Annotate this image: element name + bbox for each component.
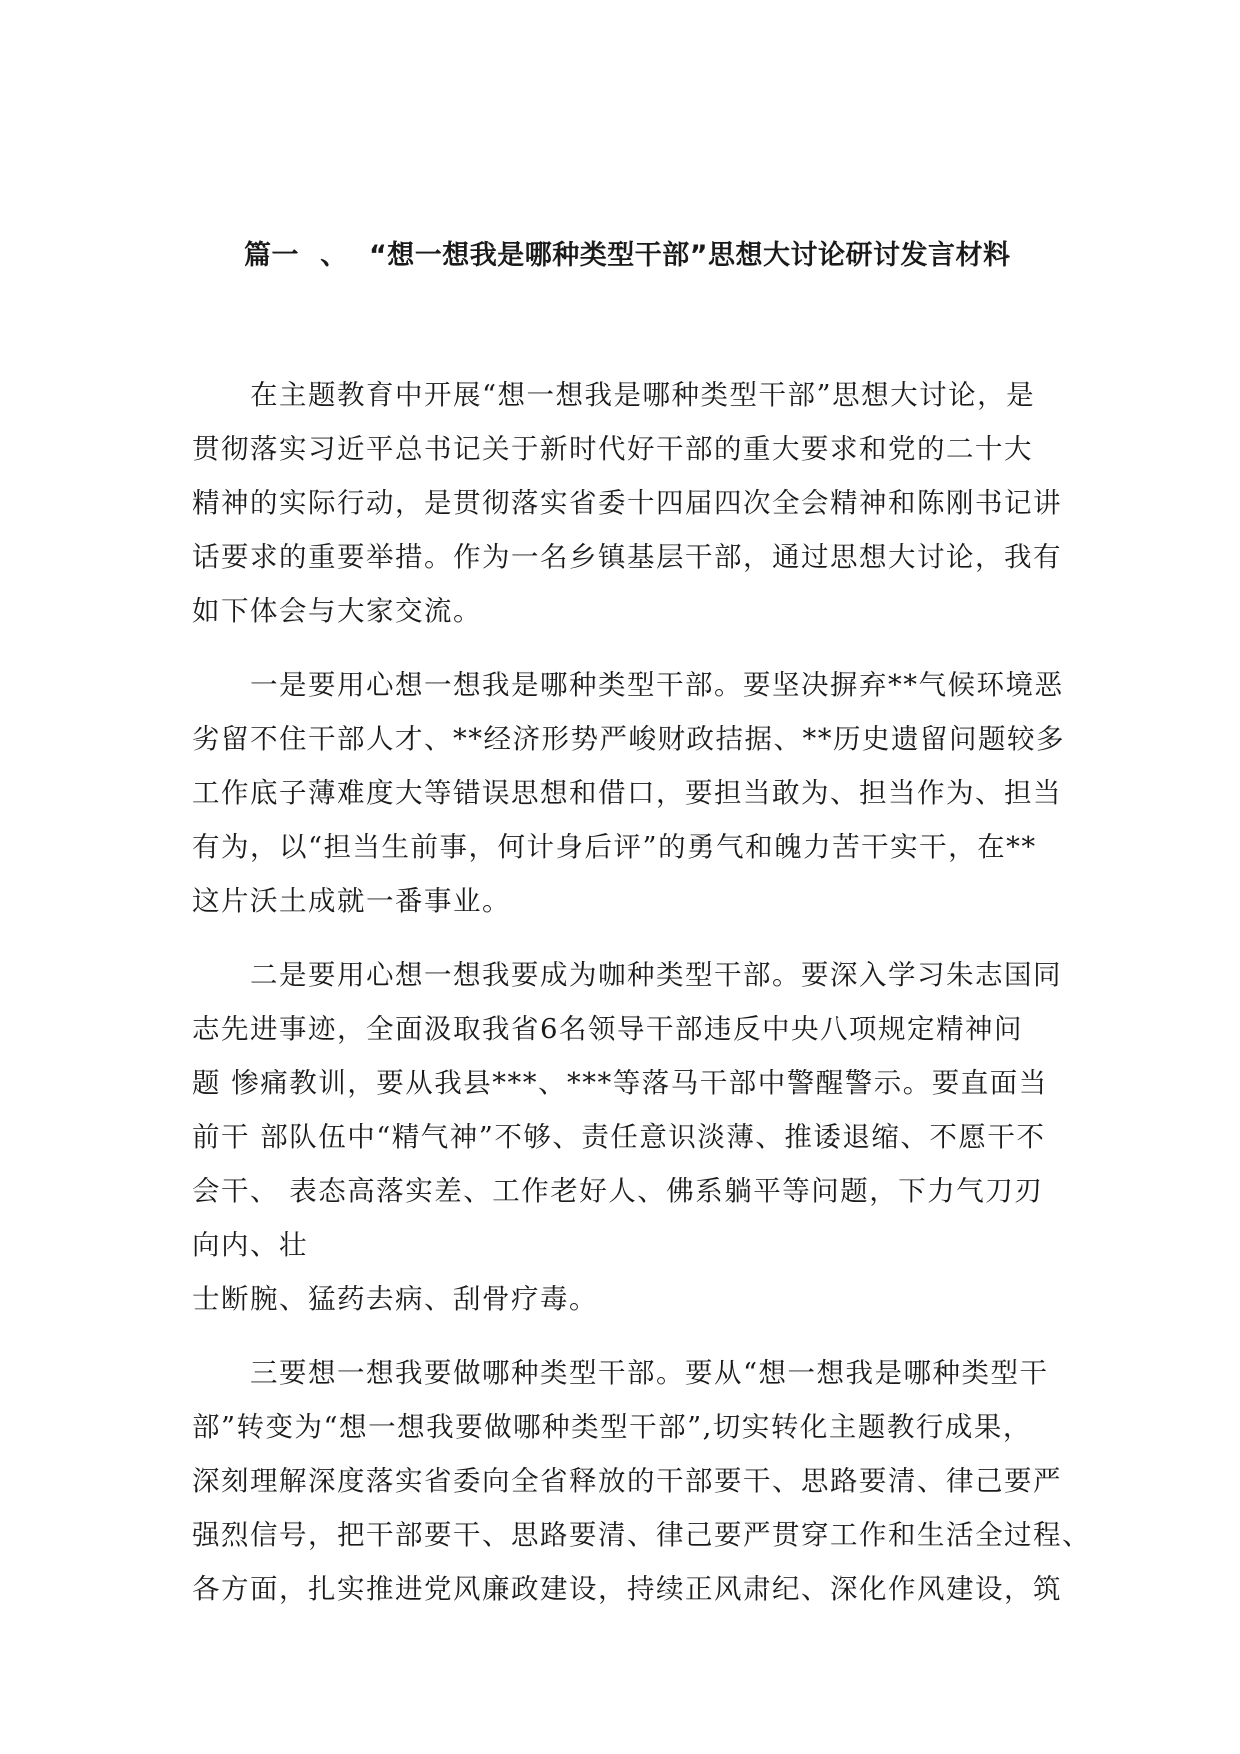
paragraph-intro <box>192 368 1072 638</box>
text-line: 工作底子薄难度大等错误思想和借口，要担当敢为、担当作为、担当 <box>192 777 1062 809</box>
paragraph-point-three <box>192 1346 1091 1616</box>
text-line: 精神的实际行动，是贯彻落实省委十四届四次全会精神和陈刚书记讲 <box>192 487 1062 519</box>
text-line: 有为，以“担当生前事，何计身后评”的勇气和魄力苦干实干，在** <box>192 831 1037 863</box>
text-line: 一是要用心想一想我是哪种类型干部。要坚决摒弃**气候环境恶 <box>250 669 1064 701</box>
title-main: “想一想我是哪种类型干部”思想大讨论研讨发言材料 <box>369 240 1011 271</box>
text-line: 如下体会与大家交流。 <box>192 595 482 627</box>
text-line: 劣留不住干部人才、**经济形势严峻财政拮据、**历史遗留问题较多 <box>192 723 1065 755</box>
text-line: 前干 部队伍中“精气神”不够、责任意识淡薄、推诿退缩、不愿干不 <box>192 1121 1046 1153</box>
text-line: 二是要用心想一想我要成为咖种类型干部。要深入学习朱志国同 <box>250 959 1062 991</box>
text-line: 各方面，扎实推进党风廉政建设，持续正风肃纪、深化作风建设，筑 <box>192 1573 1062 1605</box>
document-body <box>192 368 1091 1636</box>
paragraph-point-two <box>192 948 1072 1326</box>
text-line: 在主题教育中开展“想一想我是哪种类型干部”思想大讨论，是 <box>250 379 1036 411</box>
text-line: 三要想一想我要做哪种类型干部。要从“想一想我是哪种类型干 <box>250 1357 1049 1389</box>
text-line: 强烈信号，把干部要干、思路要清、律己要严贯穿工作和生活全过程、 <box>192 1519 1091 1551</box>
text-line: 话要求的重要举措。作为一名乡镇基层干部，通过思想大讨论，我有 <box>192 541 1062 573</box>
paragraph-point-one <box>192 658 1072 928</box>
text-line: 题 惨痛教训，要从我县***、***等落马干部中警醒警示。要直面当 <box>192 1067 1048 1099</box>
text-line: 会干、 表态高落实差、工作老好人、佛系躺平等问题，下力气刀刃 <box>192 1175 1044 1207</box>
document-title <box>244 232 1084 280</box>
text-line: 部”转变为“想一想我要做哪种类型干部”,切实转化主题教行成果， <box>192 1411 1032 1443</box>
title-separator: 、 <box>320 240 348 271</box>
text-line: 向内、壮 <box>192 1229 308 1261</box>
title-prefix: 篇一 <box>244 240 299 271</box>
text-line: 志先进事迹，全面汲取我省6名领导干部违反中央八项规定精神问 <box>192 1013 1023 1045</box>
text-line: 士断腕、猛药去病、刮骨疗毒。 <box>192 1283 598 1315</box>
text-line: 深刻理解深度落实省委向全省释放的干部要干、思路要清、律己要严 <box>192 1465 1062 1497</box>
text-line: 贯彻落实习近平总书记关于新时代好干部的重大要求和党的二十大 <box>192 433 1033 465</box>
text-line: 这片沃土成就一番事业。 <box>192 885 511 917</box>
